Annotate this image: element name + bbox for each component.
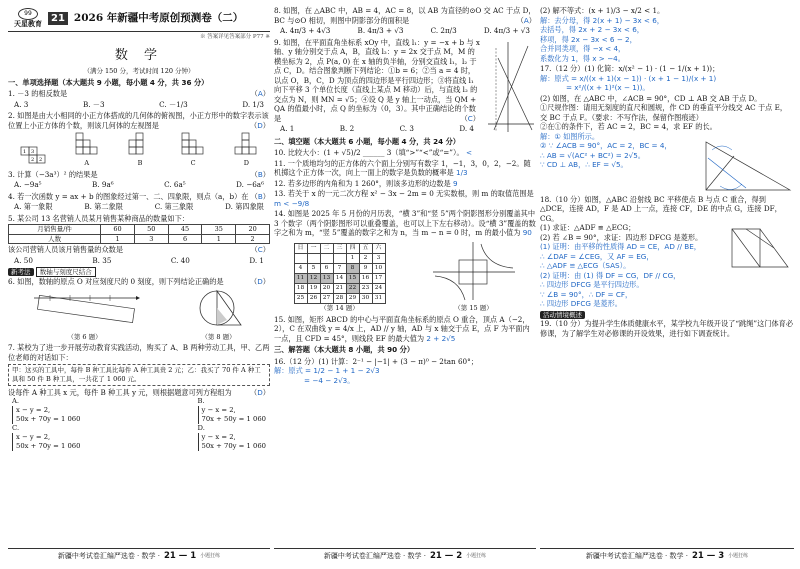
table-cell: 月销售量/件 — [9, 225, 101, 235]
question-17 — [540, 64, 794, 93]
page-column-1 — [8, 6, 270, 544]
question-5-text: 5. 某公司 13 名营销人员某月销售某种商品的数量如下： — [8, 213, 189, 223]
equation-system — [198, 406, 266, 424]
calendar-cell: 一 — [307, 244, 320, 254]
equation: 50x + 70y = 1 060 — [201, 441, 266, 450]
page-number: 21 — 1 — [163, 550, 197, 561]
calendar-cell: 25 — [294, 294, 307, 304]
publisher-logo — [8, 8, 48, 29]
calendar-cell: 2 — [359, 254, 372, 264]
calendar-cell-shaded: 22 — [346, 284, 359, 294]
page-number: 21 — 3 — [691, 550, 725, 561]
option: B. 4π/3 + √3 — [357, 26, 404, 35]
question-16b-text: (2) 解不等式：(x + 1)/3 − x/2 < 1。 — [540, 6, 665, 15]
question-12 — [274, 179, 536, 189]
answer-value: 9 — [453, 178, 458, 188]
calendar-table — [294, 243, 386, 304]
calendar-cell — [320, 254, 333, 264]
option: B. －3 — [82, 99, 105, 109]
option: D. 4 — [459, 124, 474, 133]
calendar-cell — [294, 254, 307, 264]
figure-6-caption: （第 6 题） — [67, 332, 102, 341]
ruler-number-line — [30, 288, 140, 330]
calendar-row — [294, 264, 385, 274]
question-15 — [274, 315, 536, 344]
grid-digit: 2 — [30, 156, 34, 163]
option-b — [198, 397, 266, 424]
calendar-cell-shaded: 12 — [307, 274, 320, 284]
figure-15 — [431, 240, 517, 313]
solution-line: ∴ 四边形 DFCG 是菱形。 — [540, 299, 622, 308]
option-label: A — [84, 158, 90, 167]
equation: y − x = 2, — [201, 432, 236, 441]
calendar-row — [294, 294, 385, 304]
option-label: D. — [197, 423, 205, 432]
question-8 — [274, 6, 536, 37]
question-19 — [540, 310, 794, 339]
question-6-answer: （D） — [250, 276, 270, 286]
question-7-answer: （D） — [250, 387, 270, 397]
question-13 — [274, 189, 536, 208]
footer-mark: 小题狂练 — [728, 553, 749, 560]
question-7-prompt: 设每件 A 种工具 x 元，每件 B 种工具 y 元，则根据题意可列方程组为 — [8, 387, 232, 397]
solution-line: ∴ △ADF ≌ △ECG（SAS）。 — [540, 261, 631, 270]
grid-digit: 3 — [30, 148, 34, 155]
question-17b-step-2: ②在①的条件下，若 AC = 2，BC = 4，求 EF 的长。 — [540, 122, 717, 131]
question-3 — [8, 170, 270, 191]
calendar-cell-shaded: 8 — [346, 264, 359, 274]
option-figure-b — [128, 132, 152, 167]
question-5-prompt: 该公司营销人员该月销售量的众数是 — [8, 245, 124, 255]
question-18 — [540, 195, 794, 309]
question-1 — [8, 89, 270, 110]
option: C. 3 — [399, 124, 414, 133]
calendar-cell: 日 — [294, 244, 307, 254]
equation-options-row-2 — [8, 424, 270, 451]
answer-value: A — [257, 89, 263, 99]
translation-figure — [724, 223, 794, 273]
dialogue-box: 甲：这买的工具中，每件 B 种工具比每件 A 种工具贵 2 元；乙：我买了 70 件 A 种工具和 50 件 B 种工具，一共花了 1 060 元。 — [8, 364, 270, 385]
solution-line: 解：① 如图所示。 — [540, 131, 600, 141]
option: A. 3 — [14, 99, 29, 109]
option: C. 40 — [170, 255, 190, 265]
question-10-text: 10. 比较大小：(1 + √5)/2 ______ 3（填“>”“<”或“=”）。 — [274, 148, 464, 157]
grid-digit: 1 — [22, 148, 26, 155]
question-5-answer: （C） — [250, 245, 270, 255]
option: B. 2 — [339, 124, 355, 133]
solution-line: = −4 − 2√3。 — [304, 375, 355, 385]
option: C. 2π/3 — [430, 26, 457, 35]
calendar-row — [294, 284, 385, 294]
question-2 — [8, 111, 270, 167]
solution-line: 去括号，得 2x + 2 − 3x < 6， — [540, 25, 644, 34]
top-view-grid — [20, 146, 46, 168]
solution-line: 合并同类项，得 −x < 4， — [540, 44, 626, 53]
question-2-answer: （D） — [250, 120, 270, 130]
table-cell: 1 — [202, 234, 236, 244]
calendar-cell: 10 — [372, 264, 385, 274]
answer-value: 2 + 2√5 — [426, 333, 456, 343]
exam-meta: （满分 150 分，考试时间 120 分钟） — [83, 67, 195, 76]
question-17-text: 17.（12 分）(1) 化简：x/(x² − 1) · (1 − 1/(x + 1))； — [540, 64, 720, 73]
figures-6-8 — [8, 288, 270, 341]
equation: 50x + 70y = 1 060 — [16, 441, 81, 450]
calendar-cell: 21 — [333, 284, 346, 294]
answer-value: A — [523, 15, 529, 25]
calendar-cell: 1 — [346, 254, 359, 264]
calendar-cell: 三 — [333, 244, 346, 254]
question-2-figures — [8, 132, 270, 167]
calendar-cell: 14 — [333, 274, 346, 284]
question-18-text: 18.（10 分）如图，△ABC 沿射线 BC 平移使点 B 与点 C 重合，得到 △DCE，连接 AD，F 是 AD 上一点，连接 CF，DE 的中点 G，连接 DF，CG。 — [540, 194, 782, 223]
footer-mark: 小题狂练 — [466, 553, 487, 560]
solution-line: ∴ 四边形 DFCG 是平行四边形。 — [540, 280, 644, 289]
question-1-text: 1. －3 的相反数是 — [8, 89, 68, 99]
option: A. 1 — [280, 124, 295, 133]
table-cell: 1 — [101, 234, 135, 244]
calendar-cell: 17 — [372, 274, 385, 284]
exam-header — [8, 6, 270, 32]
solution-line: 移项，得 2x − 3x < 6 − 2， — [540, 34, 637, 44]
question-9-answer: （C） — [460, 113, 480, 123]
option: B. 9a⁶ — [92, 180, 114, 190]
calendar-cell: 16 — [359, 274, 372, 284]
calendar-cell: 3 — [372, 254, 385, 264]
answer-value: C — [467, 113, 473, 123]
option-figure-a — [75, 132, 99, 167]
question-3-answer: （B） — [250, 169, 270, 179]
calendar-cell: 7 — [333, 264, 346, 274]
option: D. 1 — [249, 255, 264, 265]
question-18-part-1: (1) 求证：△ADF ≌ △ECG； — [540, 223, 636, 232]
calendar-cell: 5 — [307, 264, 320, 274]
option: D. 4π/3 + √3 — [483, 26, 530, 35]
section-1-title: 一、单项选择题（本大题共 9 小题，每小题 4 分，共 36 分） — [8, 77, 209, 87]
option-a — [12, 397, 80, 424]
question-17b-step-1: ①尺规作图：请用无刻度的直尺和圆规，作 CD 的垂直平分线交 AC 于点 E，交 BC 于点 F。（要求：不写作法，保留作图痕迹） — [540, 103, 788, 122]
calendar-cell: 30 — [359, 294, 372, 304]
footer-label: 新疆中考试卷汇编严选卷 · 数学 · — [585, 551, 688, 560]
option-label: B. — [197, 397, 205, 406]
option-d — [198, 424, 266, 451]
question-7-text: 7. 某校为了进一步开展劳动教育实践活动，购买了 A、B 两种劳动工具，甲、乙两位老师的对话如下： — [8, 343, 270, 362]
equation: y − x = 2, — [201, 406, 236, 414]
option: A. 第一象限 — [14, 202, 53, 212]
option: C. －1/3 — [159, 99, 188, 109]
question-16-part-2 — [540, 6, 794, 63]
solution-line: 系数化为 1，得 x > −4。 — [540, 53, 625, 63]
table-cell: 人数 — [9, 234, 101, 244]
calendar-cell-shaded: 13 — [320, 274, 333, 284]
question-9 — [274, 38, 536, 135]
page-number: 21 — 2 — [429, 550, 463, 561]
answer-value: C — [257, 245, 263, 255]
calendar-cell: 4 — [294, 264, 307, 274]
option-figure-d — [234, 132, 258, 167]
solution-line: 解：去分母，得 2(x + 1) − 3x < 6， — [540, 15, 664, 25]
answer-value: < — [466, 148, 473, 157]
calendar-cell: 29 — [346, 294, 359, 304]
question-8-answer: （A） — [516, 15, 536, 25]
calendar-cell-shaded: 15 — [346, 274, 359, 284]
calendar-cell: 五 — [359, 244, 372, 254]
equation: 70x + 50y = 1 060 — [201, 414, 266, 423]
question-8-text: 8. 如图，在 △ABC 中，AB = 4，AC = 8，以 AB 为直径的⊙O 交 AC 于点 D，BC 与⊙O 相切，则图中阴影部分的面积是 — [274, 6, 536, 25]
solution-line: 解：原式 = x/((x + 1)(x − 1)) · (x + 1 − 1)/(x + 1) — [540, 73, 717, 83]
figure-15-caption: （第 15 题） — [454, 304, 493, 312]
logo-mark: 99 — [18, 8, 38, 20]
hyperbola-rectangle-figure — [431, 240, 517, 302]
table-cell: 20 — [236, 225, 270, 235]
calendar-cell: 28 — [333, 294, 346, 304]
equation: x − y = 2, — [16, 406, 51, 414]
subject-title: 数 学 — [114, 48, 164, 64]
option: B. 第二象限 — [84, 202, 123, 212]
new-method-topic: 数轴与刻度尺结合 — [36, 267, 96, 277]
solution-line: 解：原式 = 1/2 − 1 + 1 − 2√3 — [274, 366, 380, 376]
question-14-text: 14. 如图是 2025 年 5 月份的月历表，“横 3”和“竖 5”两个阴影图形分别覆盖其中 3 个数字（两个阴影图形可以重叠覆盖，也可以上下左右移动）。设“横 3”覆盖的数字之和为 m，“竖 5”覆盖的数字之和为 n，当 m − n = 0 时，m 的最小值为 — [274, 209, 536, 237]
calendar-cell: 31 — [372, 294, 385, 304]
option: C. 第三象限 — [154, 202, 194, 212]
calendar-cell: 四 — [346, 244, 359, 254]
option-label: C — [190, 158, 196, 167]
calendar-cell: 27 — [320, 294, 333, 304]
footer-page-3 — [540, 548, 794, 564]
question-16-text: 16.（12 分）(1) 计算：2⁻¹ − |−1| + (3 − π)⁰ − 2tan 60°； — [274, 356, 478, 366]
question-17-part-2 — [540, 94, 794, 194]
option: A. 50 — [14, 255, 33, 265]
question-17b-text: (2) 如图，在 △ABC 中，∠ACB = 90°，CD ⊥ AB 交 AB 于点 D。 — [540, 93, 762, 103]
footer-page-2 — [274, 548, 536, 564]
question-4-text: 4. 若一次函数 y = ax + b 的图象经过第一、二、四象限，则点（a，b）在 — [8, 191, 249, 201]
option-c — [12, 424, 80, 451]
footer-mark: 小题狂练 — [200, 553, 221, 560]
question-4-answer: （B） — [250, 191, 270, 201]
new-method-tag: 新考法 — [8, 268, 34, 276]
question-15-text: 15. 如图，矩形 ABCD 的中心与平面直角坐标系的原点 O 重合，顶点 A（−2，2），C 在双曲线 y = 4/x 上，AD // y 轴，AD 与 x 轴交于点 E，点 F 为平面内一点，且 CFD = 45°，则线段 EF 的最大值为 — [274, 314, 530, 343]
table-cell: 35 — [202, 225, 236, 235]
table-cell: 6 — [168, 234, 202, 244]
calendar-cell — [333, 254, 346, 264]
option-label: D — [243, 158, 249, 167]
calendar-row — [294, 254, 385, 264]
coordinate-figure-9 — [484, 38, 536, 134]
figure-6 — [30, 288, 140, 341]
figure-8 — [189, 288, 249, 341]
calendar-cell: 六 — [372, 244, 385, 254]
option: D. 第四象限 — [225, 202, 264, 212]
question-5 — [8, 214, 270, 267]
table-cell: 50 — [134, 225, 168, 235]
question-7 — [8, 343, 270, 450]
option: B. 35 — [92, 255, 112, 265]
grid-digit: 2 — [38, 156, 42, 163]
footer-page-1 — [8, 548, 270, 564]
answer-value: B — [257, 191, 263, 201]
calendar-cell: 19 — [307, 284, 320, 294]
scenario-tag: 活动情境概述 — [540, 311, 585, 319]
figure-14-caption: （第 14 题） — [320, 304, 359, 312]
table-cell: 60 — [101, 225, 135, 235]
option: D. 1/3 — [242, 99, 264, 109]
solution-line: = x²/((x + 1)²(x − 1))。 — [566, 83, 650, 92]
paper-badge: 21 — [48, 12, 68, 25]
section-3-title: 三、解答题（本大题共 8 小题，共 90 分） — [274, 345, 415, 355]
solution-line: (1) 证明：由平移的性质得 AD = CE，AD // BE， — [540, 242, 701, 251]
question-2-text: 2. 如图是由大小相同的小正方体搭成的几何体的俯视图，小正方形中的数字表示该位置上小正方体的个数，则该几何体的左视图是 — [8, 111, 269, 130]
answer-value: B — [257, 169, 263, 179]
question-12-text: 12. 若多边形的内角和为 1 260°，则该多边形的边数是 — [274, 178, 451, 188]
option: C. 6a⁵ — [164, 180, 186, 190]
figure-14 — [294, 243, 386, 313]
calendar-header-row — [294, 244, 385, 254]
equation-system — [198, 433, 266, 451]
option-label: B — [137, 158, 143, 167]
section-2-title: 二、填空题（本大题共 6 小题，每小题 4 分，共 24 分） — [274, 136, 460, 146]
option: A. 4π/3 + 4√3 — [280, 26, 331, 35]
table-cell: 2 — [236, 234, 270, 244]
question-16 — [274, 357, 536, 386]
question-11-text: 11. 一个质地均匀的正方体的六个面上分别写有数字 1，−1，3，0，2，−2。随机掷这个正方体一次，向上一面上的数字是负数的概率是 — [274, 158, 531, 177]
answer-value: 90 — [522, 228, 532, 237]
answer-value: 1/3 — [456, 168, 468, 177]
equation-system — [12, 433, 80, 451]
solution-line: ∴ ∠DAF = ∠CEG，又 AF = EG， — [540, 251, 654, 261]
question-19-text: 19.（10 分）为提升学生体质健康水平，某学校九年级开设了“跳绳”这门体育必修课，为了解学生对必修课的开设效果，进行如下调查统计。 — [540, 319, 794, 338]
solution-line: ∵ CD ⊥ AB，∴ EF = √5。 — [540, 160, 628, 169]
answer-value: D — [257, 276, 263, 286]
equation: x − y = 2, — [16, 432, 51, 441]
footer-label: 新疆中考试卷汇编严选卷 · 数学 · — [57, 551, 160, 560]
question-18-part-2: (2) 若 ∠B = 90°，求证：四边形 DFCG 是菱形。 — [540, 232, 703, 242]
option-label: A. — [12, 397, 20, 406]
page-column-2 — [274, 6, 536, 544]
answer-value: m < −9/8 — [274, 198, 310, 208]
sales-table — [8, 224, 270, 244]
option: D. −6a⁶ — [236, 180, 264, 190]
option-label: C. — [12, 423, 20, 432]
calendar-cell: 26 — [307, 294, 320, 304]
question-6 — [8, 267, 270, 341]
equation-options-row-1 — [8, 397, 270, 424]
calendar-cell: 24 — [372, 284, 385, 294]
triangle-construction-figure — [702, 132, 794, 194]
table-cell: 3 — [134, 234, 168, 244]
calendar-cell: 20 — [320, 284, 333, 294]
equation-system — [12, 406, 80, 424]
calendar-row — [294, 274, 385, 284]
solution-line: (2) 证明：由 (1) 得 DF = CG，DF // CG， — [540, 270, 681, 280]
brand-name: 天星教育 — [14, 19, 42, 28]
calendar-cell: 6 — [320, 264, 333, 274]
figure-8-caption: （第 8 题） — [201, 332, 236, 341]
question-14 — [274, 209, 536, 238]
option-figure-c — [181, 132, 205, 167]
option: A. −9a⁵ — [14, 180, 42, 190]
question-4 — [8, 192, 270, 213]
exam-title: 2026 年新疆中考原创预测卷（二） — [73, 11, 244, 24]
calendar-cell — [307, 254, 320, 264]
calendar-cell: 23 — [359, 284, 372, 294]
question-9-text: 9. 如图，在平面直角坐标系 xOy 中，直线 l₁：y = −x + b 与 x 轴、y 轴分别交于点 A，B，直线 l₂：y = 2x 交于点 M，M 的横坐标为 2，点 P(a, 0) 在 x 轴的负半轴，分别交直线 l₁，l₂ 于点 C，D。结合图象判断下列结论：①b = 6；②当 a = 4 时，以点 O，B，C，D 为顶点的四边形是平行四边形；③将直线 l₁ 向下平移 3 个单位长度（直线上某点 M 移动）后，与直线 l₂ 的交点为 N，则 MN = √5；④设 Q 是 y 轴上一动点，当 QM + QA 的值最小时，点 Q 的坐标为（0，3）。其中正确结论的个数是 — [274, 37, 480, 123]
calendar-cell: 18 — [294, 284, 307, 294]
question-6-text: 6. 如图，数轴的原点 O 对应刻度尺的 0 刻度，则下列结论正确的是 — [8, 276, 224, 286]
calendar-cell-shaded: 11 — [294, 274, 307, 284]
answer-value: D — [257, 387, 263, 397]
calendar-cell: 二 — [320, 244, 333, 254]
solution-line: ∴ AB = √(AC² + BC²) = 2√5。 — [540, 150, 645, 160]
equation: 50x + 70y = 1 060 — [16, 414, 81, 423]
calendar-cell: 9 — [359, 264, 372, 274]
answer-value: D — [257, 120, 263, 130]
footer-label: 新疆中考试卷汇编严选卷 · 数学 · — [323, 551, 426, 560]
figures-14-15 — [274, 240, 536, 313]
answer-note: ※ 答案详见答案部分 P77 ※ — [199, 34, 270, 40]
solution-line: ∵ ∠B = 90°，∴ DF = CF， — [540, 289, 633, 299]
question-10 — [274, 148, 536, 158]
circle-triangle-figure — [189, 288, 249, 330]
question-11 — [274, 159, 536, 178]
table-cell: 45 — [168, 225, 202, 235]
page-column-3 — [540, 6, 794, 544]
solution-line: ② ∵ ∠ACB = 90°，AC = 2，BC = 4， — [540, 141, 672, 150]
question-3-text: 3. 计算（−3a³）² 的结果是 — [8, 169, 98, 179]
question-13-text: 13. 若关于 x 的一元二次方程 x² − 3x − 2m = 0 无实数根，则 m 的取值范围是 — [274, 189, 534, 198]
question-1-answer: （A） — [250, 89, 270, 99]
